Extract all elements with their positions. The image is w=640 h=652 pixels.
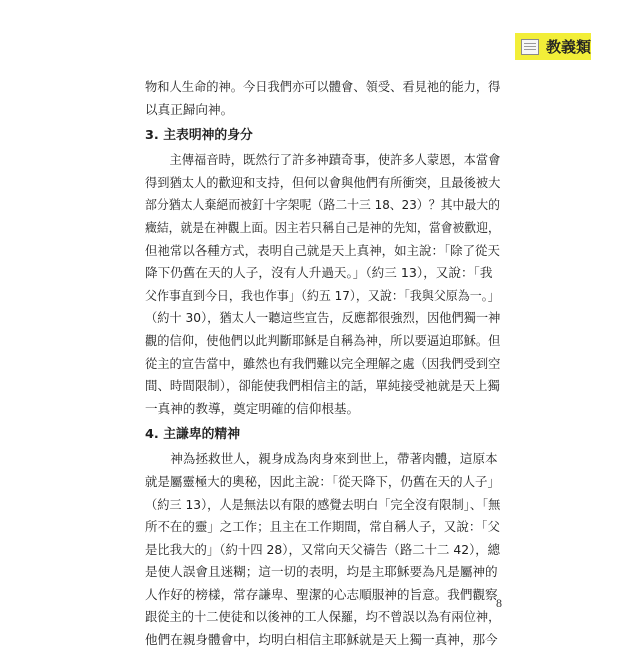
text-line: （約十 30），猶太人一聽這些宣告，反應都很強烈，因他們獨一神 [145, 310, 501, 326]
text-line: 是使人誤會且迷糊；這一切的表明，均是主耶穌要為凡是屬神的 [145, 564, 498, 580]
text-line: 神為拯救世人，親身成為肉身來到世上，帶著肉體，這原本 [145, 451, 498, 467]
text-line: （約三 13），人是無法以有限的感覺去明白「完全沒有限制」、「無 [145, 496, 501, 512]
text-line: 跟從主的十二使徒和以後神的工人保羅，均不曾誤以為有兩位神， [145, 609, 501, 625]
text-line: 癥結，就是在神觀上面。因主若只稱自己是神的先知，當會被歡迎， [145, 219, 500, 235]
text-line: 就是屬靈極大的奧秘，因此主說：「從天降下，仍舊在天的人子」 [145, 473, 500, 489]
text-line: 一真神的教導，奠定明確的信仰根基。 [145, 400, 360, 416]
text-line: 是比我大的」（約十四 28），又常向天父禱告（路二十二 42），總 [145, 541, 501, 557]
section-4-paragraph [145, 448, 500, 651]
page-body [145, 76, 500, 652]
text-line: 父作事直到今日，我也作事」（約五 17），又說：「我與父原為一。」 [145, 287, 500, 303]
section-heading-4: 4. 主謙卑的精神 [145, 427, 241, 443]
intro-paragraph [145, 76, 500, 121]
section-heading-3: 3. 主表明神的身分 [145, 128, 253, 144]
text-line: 人作好的榜樣，常存謙卑、聖潔的心志順服神的旨意。我們觀察 [145, 586, 498, 602]
section-3-paragraph [145, 149, 500, 420]
text-line: 得到猶太人的歡迎和支持，但何以會與他們有所衝突，且最後被大 [145, 174, 501, 190]
category-tab [515, 33, 591, 60]
category-label: 教義類 [546, 38, 592, 56]
text-line: 部分猶太人棄絕而被釘十字架呢（路二十三 18、23）？其中最大的 [145, 197, 501, 213]
book-logo-icon [521, 39, 539, 55]
text-line: 主傳福音時，既然行了許多神蹟奇事，使許多人蒙恩，本當會 [145, 152, 501, 168]
text-line: 所不在的靈」之工作；且主在工作期間，常自稱人子，又說：「父 [145, 519, 500, 535]
text-line: 但祂常以各種方式，表明自己就是天上真神，如主說：「除了從天 [145, 242, 500, 258]
text-line: 以真正歸向神。 [145, 101, 234, 117]
text-line: 物和人生命的神。今日我們亦可以體會、領受、看見祂的能力，得 [145, 79, 501, 94]
text-line: 間、時間限制），卻能使我們相信主的話，單純接受祂就是天上獨 [145, 378, 500, 394]
text-line: 從主的宣告當中，雖然也有我們難以完全理解之處（因我們受到空 [145, 355, 501, 371]
text-line: 他們在親身體會中，均明白相信主耶穌就是天上獨一真神，那今 [145, 632, 498, 648]
text-line: 降下仍舊在天的人子，沒有人升過天。」（約三 13），又說：「我 [145, 265, 493, 281]
page-number: 8 [496, 596, 502, 610]
text-line: 觀的信仰，使他們以此判斷耶穌是自稱為神，所以要逼迫耶穌。但 [145, 332, 501, 348]
